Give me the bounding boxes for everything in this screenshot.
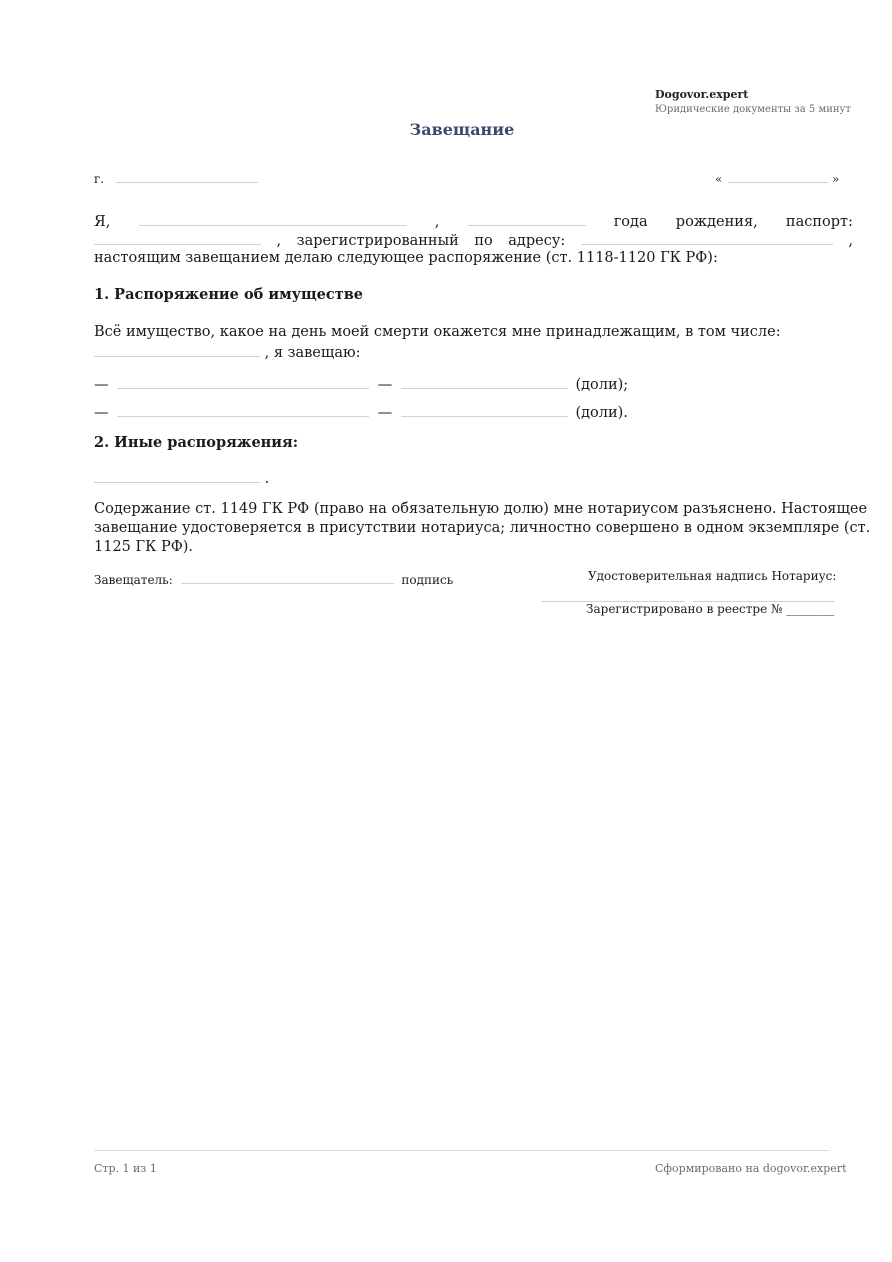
intro-comma: , — [434, 214, 440, 230]
city-field[interactable] — [116, 168, 258, 183]
heir-2-name-field[interactable] — [117, 402, 369, 417]
generated-by: Сформировано на dogovor.expert — [655, 1162, 847, 1175]
intro-line-2 — [94, 230, 853, 251]
city-prefix: г. — [94, 172, 105, 186]
intro-comma-2: , — [276, 233, 282, 249]
signature-label: подпись — [401, 573, 454, 587]
section1-heading: 1. Распоряжение об имуществе — [94, 286, 364, 303]
quote-open: « — [715, 172, 723, 186]
other-dispositions-field[interactable] — [94, 468, 260, 483]
city-row — [94, 168, 258, 186]
property-field[interactable] — [94, 342, 260, 357]
share-suffix-2: (доли). — [575, 405, 628, 421]
period: . — [264, 471, 270, 487]
testator-signature-field[interactable] — [181, 569, 394, 584]
passport-field[interactable] — [94, 230, 261, 245]
registry-number-blank[interactable]: ________ — [786, 602, 835, 616]
quote-close: » — [832, 172, 840, 186]
dash: — — [94, 405, 109, 421]
bequeath-text: , я завещаю: — [264, 345, 361, 361]
notice-line-3: 1125 ГК РФ). — [94, 539, 194, 555]
birth-label: рождения, — [675, 214, 758, 230]
year-label: года — [613, 214, 648, 230]
other-dispositions-row — [94, 468, 269, 489]
heir-row-2 — [94, 402, 628, 423]
full-name-field[interactable] — [139, 211, 407, 226]
page-number: Стр. 1 из 1 — [94, 1162, 157, 1175]
heir-2-share-field[interactable] — [401, 402, 568, 417]
heir-1-share-field[interactable] — [401, 374, 568, 389]
intro-line-3: настоящим завещанием делаю следующее распоряжение (ст. 1118-1120 ГК РФ): — [94, 250, 718, 266]
dash: — — [377, 405, 393, 421]
registry-row — [586, 602, 834, 616]
date-row — [715, 168, 839, 186]
notice-line-2: завещание удостоверяется в присутствии нотариуса; личностно совершено в одном экземпляре (ст. — [94, 520, 871, 536]
testator-row — [94, 569, 453, 587]
passport-label: паспорт: — [785, 214, 853, 230]
brand-tagline: Юридические документы за 5 минут — [655, 104, 851, 115]
testator-label: Завещатель: — [94, 573, 173, 587]
dash: — — [94, 377, 109, 393]
registered-label: зарегистрированный — [296, 233, 459, 249]
po-label: по — [474, 233, 493, 249]
intro-comma-3: , — [848, 233, 853, 249]
section1-text: Всё имущество, какое на день моей смерти окажется мне принадлежащим, в том числе: — [94, 324, 781, 340]
dash: — — [377, 377, 393, 393]
intro-ya: Я, — [94, 214, 111, 230]
registry-label: Зарегистрировано в реестре № — [586, 602, 783, 616]
address-field[interactable] — [581, 230, 833, 245]
notary-label: Удостоверительная надпись Нотариус: — [588, 569, 837, 583]
document-title: Завещание — [409, 120, 515, 139]
section1-text-2 — [94, 342, 361, 363]
birth-year-field[interactable] — [468, 211, 586, 226]
heir-row-1 — [94, 374, 628, 395]
brand-name: Dogovor.expert — [655, 88, 749, 101]
address-label: адресу: — [508, 233, 566, 249]
section2-heading: 2. Иные распоряжения: — [94, 434, 299, 451]
footer-divider — [94, 1150, 829, 1151]
share-suffix-1: (доли); — [575, 377, 629, 393]
heir-1-name-field[interactable] — [117, 374, 369, 389]
notice-line-1: Содержание ст. 1149 ГК РФ (право на обязательную долю) мне нотариусом разъяснено. Настоящее — [94, 501, 868, 517]
notary-signature-field[interactable] — [693, 587, 835, 602]
intro-line-1 — [94, 211, 853, 232]
date-field[interactable] — [728, 168, 828, 183]
notary-name-field[interactable] — [541, 587, 685, 602]
